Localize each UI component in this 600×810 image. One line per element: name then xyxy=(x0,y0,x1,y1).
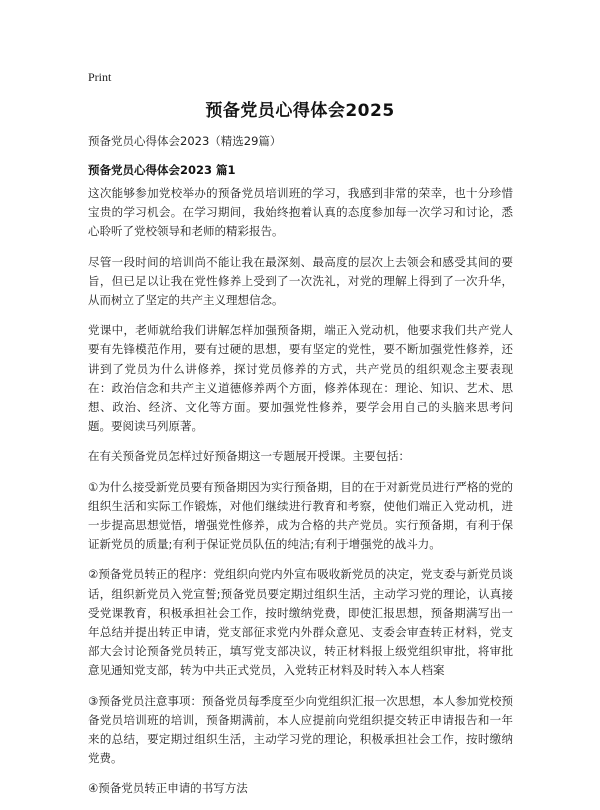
paragraph: 尽管一段时间的培训尚不能让我在最深刻、最高度的层次上去领会和感受其间的要旨，但已足以让我在党性修养上受到了一次洗礼，对党的理解上得到了一次升华，从而树立了坚定的共产主义理想信念。 xyxy=(88,254,513,308)
paragraph: 党课中，老师就给我们讲解怎样加强预备期，端正入党动机，他要求我们共产党人要有先锋模范作用，要有过硬的思想，要有坚定的党性，要不断加强党性修养，还讲到了党员为什么讲修养，探讨党员修养的方式，共产党员的组织观念主要表现在：政治信念和共产主义道德修养两个方面，修养体现在：理论、知识、艺术、思想、政治、经济、文化等方面。要加强党性修养，要学会用自己的头脑来思考问题。要阅读马列原著。 xyxy=(88,323,513,434)
paragraph: 这次能够参加党校举办的预备党员培训班的学习，我感到非常的荣幸，也十分珍惜宝贵的学习机会。在学习期间，我始终抱着认真的态度参加每一次学习和讨论，悉心聆听了党校领导和老师的精彩报告。 xyxy=(88,186,513,239)
paragraph: ①为什么接受新党员要有预备期因为实行预备期，目的在于对新党员进行严格的党的组织生活和实际工作锻炼，对他们继续进行教育和考察，使他们端正入党动机，进一步提高思想觉悟，增强党性修养，成为合格的共产党员。实行预备期，有利于保证新党员的质量;有利于保证党员队伍的纯洁;有利于增强党的战斗力。 xyxy=(88,479,513,552)
print-label: Print xyxy=(88,70,112,84)
section-heading: 预备党员心得体会2023 篇1 xyxy=(88,163,236,177)
paragraph: ④预备党员转正申请的书写方法 xyxy=(88,781,248,796)
page-title: 预备党员心得体会2025 xyxy=(205,101,395,121)
document-subtitle: 预备党员心得体会2023（精选29篇） xyxy=(88,134,282,148)
paragraph: 在有关预备党员怎样过好预备期这一专题展开授课。主要包括： xyxy=(88,449,410,464)
document-body xyxy=(88,184,513,810)
paragraph: ②预备党员转正的程序：党组织向党内外宣布吸收新党员的决定，党支委与新党员谈话，组织新党员入党宣誓;预备党员要定期过组织生活，主动学习党的理论，认真接受党课教育，积极承担社会工作，按时缴纳党费，即使汇报思想，预备期满写出一年总结并提出转正申请，党支部征求党内外群众意见、支委会审查转正材料，党支部大会讨论预备党员转正，填写党支部决议，转正材料报上级党组织审批，将审批意见通知党支部，转为中共正式党员，入党转正材料及时转入本人档案 xyxy=(88,567,513,678)
paragraph: ③预备党员注意事项：预备党员每季度至少向党组织汇报一次思想，本人参加党校预备党员培训班的培训，预备期满前，本人应提前向党组织提交转正申请报告和一年来的总结，要定期过组织生活，主动学习党的理论，积极承担社会工作，按时缴纳党费。 xyxy=(88,693,513,766)
